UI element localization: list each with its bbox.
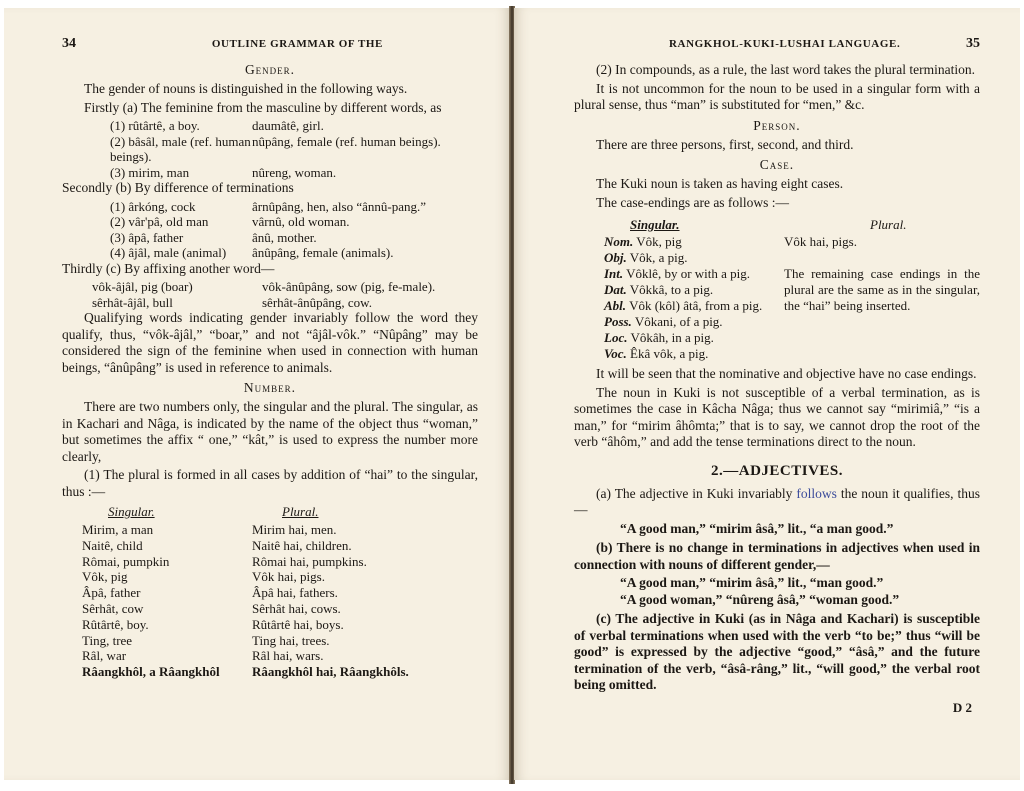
gender-pair: (1) rûtârtê, a boy. daumâtê, girl. xyxy=(110,118,324,133)
table-row: Râl, war Râl hai, wars. xyxy=(82,648,324,664)
table-row: Ting, tree Ting hai, trees. xyxy=(82,632,330,648)
case-heading: Case. xyxy=(759,157,795,172)
number-table-header xyxy=(62,504,478,520)
left-running-head xyxy=(62,36,478,52)
plural-rule: (1) The plural is formed in all cases by addition of “hai” to the singular, thus :— xyxy=(62,467,478,499)
thirdly-list xyxy=(62,279,478,310)
left-page xyxy=(4,8,510,780)
case-table-header xyxy=(574,217,980,233)
uncommon-text: It is not uncommon for the noun to be used in a singular form with a plural sense, thus “man” is substituted for “men,” &c. xyxy=(574,80,980,112)
follows-word: follows xyxy=(796,485,837,501)
verbal-note: The noun in Kuki is not susceptible of a verbal termination, as is sometimes the case in Kâcha Nâga; thus we cannot say “mirimiâ,” “is a man,” for “mirim âhômta;” that is to say, we cannot drop the root of the verb “âhôm,” and add the tense terminations direct to the noun. xyxy=(574,384,980,449)
thirdly-text: Thirdly (c) By affixing another word— xyxy=(62,260,275,276)
left-running-title: OUTLINE GRAMMAR OF THE xyxy=(211,38,383,50)
adj-a-example: “A good man,” “mirim âsâ,” lit., “a man good.” xyxy=(620,520,894,536)
case-singular-header: Singular. xyxy=(630,217,680,232)
gender-pair: (2) vâr'pâ, old man vârnû, old woman. xyxy=(110,214,350,229)
firstly-list xyxy=(62,118,478,180)
case-row: Int. Vôklê, by or with a pig. xyxy=(604,266,751,281)
case-row: Loc. Vôkâh, in a pig. xyxy=(604,330,714,345)
table-row: Rûtârtê, boy. Rûtârtê hai, boys. xyxy=(82,616,344,632)
gender-heading: Gender. xyxy=(244,62,296,77)
case-row: Voc. Êkâ vôk, a pig. xyxy=(604,346,709,361)
person-heading: Person. xyxy=(753,117,801,133)
table-row: Âpâ, father Âpâ hai, fathers. xyxy=(82,585,338,601)
gender-pair: (1) ârkóng, cock ârnûpâng, hen, also “ânnû-pang.” xyxy=(110,198,426,214)
plural-header: Plural. xyxy=(282,504,319,519)
case-plural-column xyxy=(770,234,980,362)
case-singular-column xyxy=(574,234,770,362)
number-table xyxy=(62,522,478,680)
gender-pair: vôk-âjâl, pig (boar) vôk-ânûpâng, sow (pig, fe-male). xyxy=(92,279,436,294)
person-text: There are three persons, first, second, and third. xyxy=(596,136,854,152)
table-row: Sêrhât, cow Sêrhât hai, cows. xyxy=(82,600,341,616)
right-page-number: 35 xyxy=(966,36,980,51)
case-row: Obj. Vôk, a pig. xyxy=(604,250,688,265)
right-running-head xyxy=(574,36,980,52)
table-row: Mirim, a man Mirim hai, men. xyxy=(82,522,337,537)
adj-a-text: (a) The adjective in Kuki invariably follows the noun it qualifies, thus— xyxy=(574,485,981,517)
gender-pair: (4) âjâl, male (animal) ânûpâng, female (animals). xyxy=(110,245,394,260)
table-row: Vôk, pig Vôk hai, pigs. xyxy=(82,569,325,585)
gender-pair: (2) bâsâl, male (ref. human beings). nûpâng, female (ref. human beings). xyxy=(110,133,441,164)
table-row: Rômai, pumpkin Rômai hai, pumpkins. xyxy=(82,553,367,569)
gender-intro: The gender of nouns is distinguished in the following ways. xyxy=(84,81,408,96)
left-page-number: 34 xyxy=(62,36,76,51)
table-row: Naitê, child Naitê hai, children. xyxy=(82,537,352,553)
adjectives-heading: 2.—ADJECTIVES. xyxy=(710,462,844,479)
secondly-text: Secondly (b) By difference of terminations xyxy=(62,180,294,195)
case-plural-note: The remaining case endings in the plural are the same as in the singular, the “hai” being inserted. xyxy=(784,266,980,313)
right-running-title: RANGKHOL-KUKI-LUSHAI LANGUAGE. xyxy=(669,38,901,50)
case-intro-2: The case-endings are as follows :— xyxy=(596,194,790,210)
case-table xyxy=(574,234,980,362)
gender-pair: (3) âpâ, father ânû, mother. xyxy=(110,229,317,245)
table-row: Râangkhôl, a Râangkhôl Râangkhôl hai, Râangkhôls. xyxy=(82,664,409,680)
signature-mark: D 2 xyxy=(952,699,972,715)
case-plural-first: Vôk hai, pigs. xyxy=(784,234,857,249)
number-heading: Number. xyxy=(243,380,297,395)
right-page xyxy=(514,8,1020,780)
adj-b-example-1: “A good man,” “mirim âsâ,” lit., “man good.” xyxy=(620,575,884,590)
case-plural-header: Plural. xyxy=(870,217,907,232)
number-intro: There are two numbers only, the singular and the plural. The singular, as in Kachari and Nâga, is indicated by the name of the object thus “woman,” but sometimes the affix “ one,” “kât,” is used to express the number more clearly, xyxy=(62,399,478,464)
gender-pair: sêrhât-âjâl, bull sêrhât-ânûpâng, cow. xyxy=(92,294,372,310)
firstly-text: Firstly (a) The feminine from the masculine by different words, as xyxy=(84,99,442,115)
adj-b-text: (b) There is no change in terminations in adjectives when used in connection with nouns of different gender,— xyxy=(574,540,980,572)
case-intro-1: The Kuki noun is taken as having eight cases. xyxy=(596,176,844,191)
case-row: Abl. Vôk (kôl) âtâ, from a pig. xyxy=(604,298,763,313)
case-row: Nom. Vôk, pig xyxy=(604,234,682,249)
qualifying-text: Qualifying words indicating gender invariably follow the word they qualify, thus, “vôk-âjâl,” “boar,” and not “âjâl-vôk.” “Nûpâng” may be considered the sign of the feminine when used in connection with human beings, “ânûpâng” is used in reference to animals. xyxy=(62,310,478,375)
adj-c-text: (c) The adjective in Kuki (as in Nâga and Kachari) is susceptible of verbal terminations when used with the verb “to be;” thus “will be good” is expressed by the adjective “good,” “âsâ,” and the future termination of the verb, “âsâ-râng,” lit., “will good,” the verbal root being omitted. xyxy=(574,611,980,692)
compounds-text: (2) In compounds, as a rule, the last word takes the plural termination. xyxy=(596,62,976,77)
case-row: Poss. Vôkani, of a pig. xyxy=(604,314,723,329)
gender-pair: (3) mirim, man nûreng, woman. xyxy=(110,164,337,180)
case-row: Dat. Vôkkâ, to a pig. xyxy=(604,282,714,297)
adj-b-example-2: “A good woman,” “nûreng âsâ,” “woman good.” xyxy=(620,591,900,607)
nominative-note: It will be seen that the nominative and objective have no case endings. xyxy=(596,366,977,381)
secondly-list xyxy=(62,199,478,261)
singular-header: Singular. xyxy=(108,504,155,519)
